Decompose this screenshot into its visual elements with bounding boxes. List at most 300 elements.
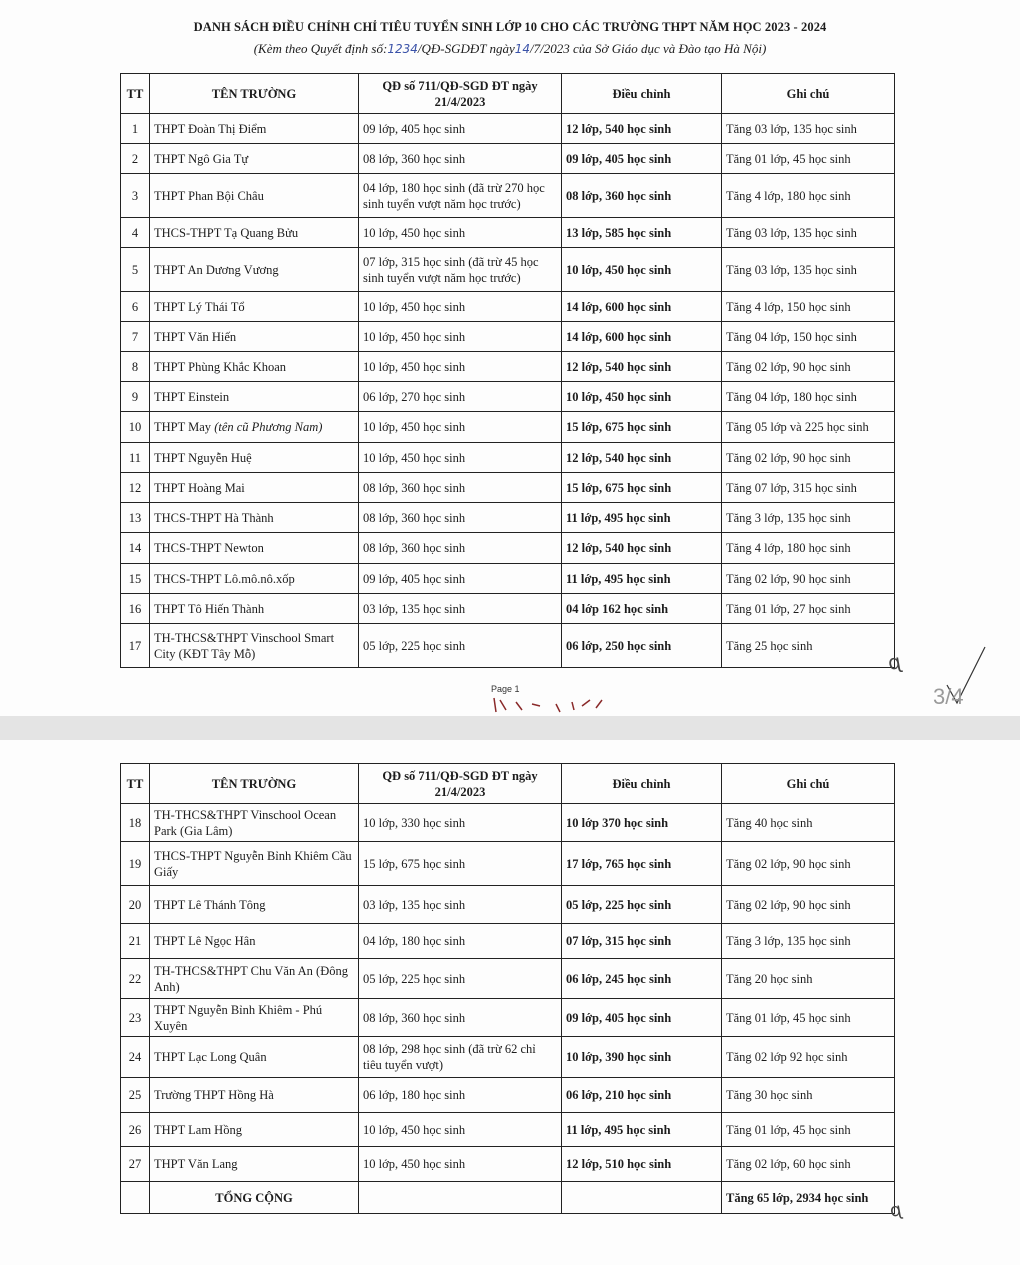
row-school bbox=[150, 174, 359, 218]
row-adjustment-text: 08 lớp, 360 học sinh bbox=[566, 188, 672, 203]
row-decision-text: 04 lớp, 180 học sinh (đã trừ 270 học sinh tuyển vượt năm học trước) bbox=[363, 180, 545, 211]
row-tt-text: 15 bbox=[128, 571, 142, 586]
row-adjustment-text: 10 lớp, 390 học sinh bbox=[566, 1050, 672, 1064]
row-school bbox=[150, 1037, 359, 1078]
row-school-text: TH-THCS&THPT Chu Văn An (Đông Anh) bbox=[154, 963, 348, 994]
row-decision-text: 10 lớp, 450 học sinh bbox=[363, 450, 466, 465]
row-adjustment-text: 17 lớp, 765 học sinh bbox=[566, 856, 672, 871]
row-tt-text: 7 bbox=[131, 329, 139, 344]
table-row bbox=[121, 174, 895, 218]
row-decision-text: 10 lớp, 330 học sinh bbox=[363, 815, 466, 830]
row-note-text: Tăng 3 lớp, 135 học sinh bbox=[726, 934, 851, 948]
table-row bbox=[121, 473, 895, 503]
row-school bbox=[150, 144, 359, 174]
row-tt bbox=[121, 1078, 150, 1113]
row-note bbox=[722, 473, 895, 503]
row-decision bbox=[359, 1037, 562, 1078]
row-tt-text: 6 bbox=[131, 299, 139, 314]
row-decision bbox=[359, 174, 562, 218]
row-school bbox=[150, 114, 359, 144]
row-school bbox=[150, 412, 359, 443]
row-school bbox=[150, 804, 359, 842]
row-decision-text: 10 lớp, 450 học sinh bbox=[363, 420, 466, 434]
row-decision-text: 07 lớp, 315 học sinh (đã trừ 45 học sinh tuyển vượt năm học trước) bbox=[363, 254, 539, 285]
table-row bbox=[121, 412, 895, 443]
row-decision-text: 10 lớp, 450 học sinh bbox=[363, 1122, 466, 1137]
table-row bbox=[121, 1078, 895, 1113]
row-tt bbox=[121, 144, 150, 174]
row-school-text: THPT Phan Bội Châu bbox=[154, 188, 264, 203]
row-tt bbox=[121, 564, 150, 594]
row-school-text: THPT Hoàng Mai bbox=[154, 480, 245, 495]
row-decision-text: 05 lớp, 225 học sinh bbox=[363, 971, 466, 986]
document-subtitle bbox=[0, 41, 1020, 57]
stamp-fragment-icon bbox=[492, 696, 612, 714]
row-tt bbox=[121, 999, 150, 1037]
row-school bbox=[150, 842, 359, 886]
row-decision bbox=[359, 804, 562, 842]
document-page-2 bbox=[0, 740, 1020, 1265]
row-tt bbox=[121, 1147, 150, 1182]
table-row bbox=[121, 564, 895, 594]
row-tt-text: 27 bbox=[128, 1157, 142, 1171]
row-adjustment bbox=[562, 322, 722, 352]
row-decision-text: 10 lớp, 450 học sinh bbox=[363, 329, 466, 344]
row-note bbox=[722, 999, 895, 1037]
row-adjustment-text: 14 lớp, 600 học sinh bbox=[566, 299, 672, 314]
table-row bbox=[121, 959, 895, 999]
row-adjustment bbox=[562, 114, 722, 144]
row-adjustment bbox=[562, 842, 722, 886]
row-tt bbox=[121, 292, 150, 322]
row-decision-text: 08 lớp, 360 học sinh bbox=[363, 510, 466, 525]
row-adjustment bbox=[562, 533, 722, 564]
row-school-text: THPT Lạc Long Quân bbox=[154, 1050, 267, 1064]
row-school-text: THPT Văn Hiến bbox=[154, 329, 237, 344]
row-note-text: Tăng 05 lớp và 225 học sinh bbox=[726, 420, 869, 434]
row-adjustment bbox=[562, 1037, 722, 1078]
row-tt bbox=[121, 924, 150, 959]
row-note bbox=[722, 174, 895, 218]
row-note-text: Tăng 01 lớp, 45 học sinh bbox=[726, 1122, 851, 1137]
row-note bbox=[722, 594, 895, 624]
row-note bbox=[722, 924, 895, 959]
row-adjustment bbox=[562, 412, 722, 443]
row-decision-text: 10 lớp, 450 học sinh bbox=[363, 225, 466, 240]
row-note-text: Tăng 03 lớp, 135 học sinh bbox=[726, 225, 857, 240]
total-note: Tăng 65 lớp, 2934 học sinh bbox=[722, 1182, 895, 1214]
row-school-text: Trường THPT Hồng Hà bbox=[154, 1088, 274, 1102]
row-decision-text: 08 lớp, 360 học sinh bbox=[363, 151, 466, 166]
table-row bbox=[121, 594, 895, 624]
row-note-text: Tăng 04 lớp, 150 học sinh bbox=[726, 329, 857, 344]
row-note bbox=[722, 503, 895, 533]
row-decision bbox=[359, 382, 562, 412]
row-note bbox=[722, 564, 895, 594]
row-tt bbox=[121, 1037, 150, 1078]
row-note-text: Tăng 02 lớp, 90 học sinh bbox=[726, 897, 851, 912]
row-decision-text: 15 lớp, 675 học sinh bbox=[363, 856, 466, 871]
table-row bbox=[121, 144, 895, 174]
row-decision-text: 09 lớp, 405 học sinh bbox=[363, 571, 466, 586]
row-decision-text: 03 lớp, 135 học sinh bbox=[363, 897, 466, 912]
row-tt bbox=[121, 1113, 150, 1147]
row-tt bbox=[121, 322, 150, 352]
row-tt bbox=[121, 594, 150, 624]
row-note-text: Tăng 01 lớp, 45 học sinh bbox=[726, 151, 851, 166]
row-note bbox=[722, 248, 895, 292]
row-decision-text: 10 lớp, 450 học sinh bbox=[363, 359, 466, 374]
row-tt-text: 12 bbox=[128, 480, 142, 495]
row-school bbox=[150, 624, 359, 668]
handwritten-decision-number: 1234 bbox=[387, 42, 418, 56]
row-school-text: THPT Nguyễn Bỉnh Khiêm - Phú Xuyên bbox=[154, 1002, 323, 1033]
row-adjustment-text: 05 lớp, 225 học sinh bbox=[566, 897, 672, 912]
row-adjustment-text: 10 lớp 370 học sinh bbox=[566, 815, 669, 830]
row-decision-text: 09 lớp, 405 học sinh bbox=[363, 121, 466, 136]
row-tt bbox=[121, 174, 150, 218]
row-tt bbox=[121, 804, 150, 842]
subtitle-prefix: (Kèm theo Quyết định số: bbox=[253, 41, 388, 56]
row-school bbox=[150, 533, 359, 564]
row-decision bbox=[359, 533, 562, 564]
enrollment-table-2 bbox=[120, 763, 895, 1214]
row-adjustment-text: 11 lớp, 495 học sinh bbox=[566, 510, 671, 525]
row-tt bbox=[121, 114, 150, 144]
table-row bbox=[121, 624, 895, 668]
row-school bbox=[150, 218, 359, 248]
row-decision bbox=[359, 1147, 562, 1182]
row-note-text: Tăng 02 lớp, 90 học sinh bbox=[726, 571, 851, 586]
row-tt-text: 14 bbox=[128, 541, 142, 555]
row-note-text: Tăng 25 học sinh bbox=[726, 638, 813, 653]
row-note-text: Tăng 07 lớp, 315 học sinh bbox=[726, 480, 857, 495]
row-tt bbox=[121, 473, 150, 503]
row-decision bbox=[359, 114, 562, 144]
row-tt bbox=[121, 503, 150, 533]
table-row bbox=[121, 382, 895, 412]
row-adjustment bbox=[562, 292, 722, 322]
row-decision bbox=[359, 624, 562, 668]
row-decision-text: 08 lớp, 298 học sinh (đã trừ 62 chỉ tiêu tuyển vượt) bbox=[363, 1042, 536, 1072]
row-decision-text: 10 lớp, 450 học sinh bbox=[363, 1157, 466, 1171]
row-tt-text: 1 bbox=[131, 121, 139, 136]
row-tt-text: 2 bbox=[131, 151, 139, 166]
row-school bbox=[150, 924, 359, 959]
row-school-text: THPT Văn Lang bbox=[154, 1157, 238, 1171]
row-school-text: THPT Einstein bbox=[154, 389, 230, 404]
row-adjustment bbox=[562, 624, 722, 668]
row-note bbox=[722, 144, 895, 174]
row-school-text: THCS-THPT Hà Thành bbox=[154, 510, 274, 525]
row-school-text: THPT An Dương Vương bbox=[154, 262, 279, 277]
row-tt bbox=[121, 533, 150, 564]
row-school bbox=[150, 352, 359, 382]
row-note-text: Tăng 01 lớp, 27 học sinh bbox=[726, 601, 851, 616]
row-adjustment bbox=[562, 804, 722, 842]
row-note bbox=[722, 533, 895, 564]
header-note: Ghi chú bbox=[722, 764, 895, 804]
handwritten-decision-day: 14 bbox=[514, 42, 531, 56]
row-school-text: THPT May bbox=[154, 420, 212, 434]
page-label: Page 1 bbox=[491, 684, 520, 694]
header-school: TÊN TRƯỜNG bbox=[150, 764, 359, 804]
row-school bbox=[150, 564, 359, 594]
table-row bbox=[121, 218, 895, 248]
row-note-text: Tăng 04 lớp, 180 học sinh bbox=[726, 389, 857, 404]
row-note bbox=[722, 624, 895, 668]
total-adjustment bbox=[562, 1182, 722, 1214]
row-tt bbox=[121, 886, 150, 924]
row-adjustment bbox=[562, 503, 722, 533]
enrollment-table-1 bbox=[120, 73, 895, 668]
row-adjustment bbox=[562, 443, 722, 473]
row-decision bbox=[359, 352, 562, 382]
table-row bbox=[121, 292, 895, 322]
row-note bbox=[722, 114, 895, 144]
row-adjustment bbox=[562, 218, 722, 248]
row-school bbox=[150, 473, 359, 503]
row-tt-text: 23 bbox=[128, 1010, 142, 1025]
row-tt-text: 20 bbox=[128, 897, 142, 912]
row-school-text: THPT Lê Thánh Tông bbox=[154, 897, 266, 912]
table-header-row bbox=[121, 74, 895, 114]
row-note bbox=[722, 218, 895, 248]
table-row bbox=[121, 886, 895, 924]
total-label: TỔNG CỘNG bbox=[150, 1182, 359, 1214]
row-tt-text: 17 bbox=[128, 638, 142, 653]
row-school bbox=[150, 322, 359, 352]
row-tt-text: 9 bbox=[131, 389, 139, 404]
row-note-text: Tăng 30 học sinh bbox=[726, 1088, 813, 1102]
row-tt bbox=[121, 959, 150, 999]
total-row bbox=[121, 1182, 895, 1214]
row-tt-text: 26 bbox=[128, 1122, 142, 1137]
row-tt-text: 5 bbox=[131, 262, 139, 277]
initial-signature-mark: ɋ bbox=[888, 1199, 904, 1222]
row-tt-text: 10 bbox=[128, 420, 142, 434]
row-decision bbox=[359, 564, 562, 594]
table-row bbox=[121, 248, 895, 292]
table-row bbox=[121, 443, 895, 473]
row-school-text: THPT Ngô Gia Tự bbox=[154, 151, 249, 166]
table-row bbox=[121, 842, 895, 886]
row-school bbox=[150, 1113, 359, 1147]
row-decision bbox=[359, 218, 562, 248]
row-note-text: Tăng 4 lớp, 180 học sinh bbox=[726, 188, 851, 203]
row-decision bbox=[359, 959, 562, 999]
row-adjustment-text: 09 lớp, 405 học sinh bbox=[566, 1010, 672, 1025]
row-note bbox=[722, 1078, 895, 1113]
row-note bbox=[722, 412, 895, 443]
row-decision bbox=[359, 292, 562, 322]
row-note-text: Tăng 02 lớp, 90 học sinh bbox=[726, 856, 851, 871]
row-school-text: TH-THCS&THPT Vinschool Ocean Park (Gia Lâm) bbox=[154, 807, 337, 838]
row-note bbox=[722, 804, 895, 842]
row-adjustment-text: 12 lớp, 540 học sinh bbox=[566, 541, 672, 555]
row-school bbox=[150, 886, 359, 924]
row-note-text: Tăng 02 lớp 92 học sinh bbox=[726, 1050, 848, 1064]
row-tt bbox=[121, 412, 150, 443]
row-decision bbox=[359, 473, 562, 503]
row-adjustment bbox=[562, 959, 722, 999]
row-adjustment bbox=[562, 352, 722, 382]
row-note-text: Tăng 03 lớp, 135 học sinh bbox=[726, 121, 857, 136]
row-adjustment-text: 09 lớp, 405 học sinh bbox=[566, 151, 672, 166]
row-note-text: Tăng 4 lớp, 150 học sinh bbox=[726, 299, 851, 314]
header-tt: TT bbox=[121, 764, 150, 804]
row-tt-text: 24 bbox=[128, 1050, 142, 1064]
row-decision-text: 08 lớp, 360 học sinh bbox=[363, 480, 466, 495]
total-decision bbox=[359, 1182, 562, 1214]
table-row bbox=[121, 1113, 895, 1147]
row-note bbox=[722, 1113, 895, 1147]
header-decision: QĐ số 711/QĐ-SGD ĐT ngày 21/4/2023 bbox=[359, 764, 562, 804]
table-row bbox=[121, 999, 895, 1037]
row-school-text: THPT Nguyễn Huệ bbox=[154, 450, 252, 465]
row-adjustment bbox=[562, 1078, 722, 1113]
row-school-text: THPT Tô Hiến Thành bbox=[154, 601, 265, 616]
row-tt bbox=[121, 624, 150, 668]
row-adjustment-text: 12 lớp, 510 học sinh bbox=[566, 1157, 672, 1171]
row-decision bbox=[359, 412, 562, 443]
row-adjustment-text: 13 lớp, 585 học sinh bbox=[566, 225, 672, 240]
row-adjustment bbox=[562, 924, 722, 959]
initial-signature-mark: ɋ bbox=[886, 649, 903, 675]
row-school-text: THPT Đoàn Thị Điểm bbox=[154, 121, 267, 136]
row-school-text: THCS-THPT Nguyễn Bỉnh Khiêm Cầu Giấy bbox=[154, 848, 352, 879]
row-decision-text: 04 lớp, 180 học sinh bbox=[363, 934, 466, 948]
row-tt-text: 8 bbox=[131, 359, 139, 374]
row-note bbox=[722, 352, 895, 382]
row-decision-text: 03 lớp, 135 học sinh bbox=[363, 601, 466, 616]
row-school bbox=[150, 1078, 359, 1113]
row-decision bbox=[359, 924, 562, 959]
row-adjustment bbox=[562, 382, 722, 412]
row-note-text: Tăng 20 học sinh bbox=[726, 971, 813, 986]
row-decision-text: 06 lớp, 180 học sinh bbox=[363, 1088, 466, 1102]
row-adjustment bbox=[562, 886, 722, 924]
row-adjustment bbox=[562, 594, 722, 624]
row-note-text: Tăng 02 lớp, 90 học sinh bbox=[726, 359, 851, 374]
row-school-text: TH-THCS&THPT Vinschool Smart City (KĐT Tây Mỗ) bbox=[154, 630, 335, 661]
row-decision-text: 08 lớp, 360 học sinh bbox=[363, 1010, 466, 1025]
row-note-text: Tăng 03 lớp, 135 học sinh bbox=[726, 262, 857, 277]
row-school-text: THPT Phùng Khắc Khoan bbox=[154, 359, 287, 374]
table-row bbox=[121, 503, 895, 533]
table-row bbox=[121, 533, 895, 564]
row-adjustment-text: 04 lớp 162 học sinh bbox=[566, 601, 669, 616]
row-tt-text: 19 bbox=[128, 856, 142, 871]
row-decision-text: 06 lớp, 270 học sinh bbox=[363, 389, 466, 404]
row-decision bbox=[359, 842, 562, 886]
row-adjustment-text: 06 lớp, 210 học sinh bbox=[566, 1088, 672, 1102]
row-adjustment bbox=[562, 1113, 722, 1147]
header-adjustment: Điều chỉnh bbox=[562, 764, 722, 804]
row-school-text: THCS-THPT Lô.mô.nô.xốp bbox=[154, 571, 295, 586]
row-adjustment-text: 14 lớp, 600 học sinh bbox=[566, 329, 672, 344]
header-note: Ghi chú bbox=[722, 74, 895, 114]
row-tt-text: 18 bbox=[128, 815, 142, 830]
row-school-text: THCS-THPT Newton bbox=[154, 541, 264, 555]
row-note bbox=[722, 382, 895, 412]
table-row bbox=[121, 114, 895, 144]
row-tt bbox=[121, 443, 150, 473]
row-adjustment-text: 15 lớp, 675 học sinh bbox=[566, 420, 672, 434]
row-school-text: THCS-THPT Tạ Quang Bửu bbox=[154, 225, 299, 240]
row-decision bbox=[359, 248, 562, 292]
row-decision bbox=[359, 503, 562, 533]
row-school-text: THPT Lam Hồng bbox=[154, 1122, 242, 1137]
school-former-name: (tên cũ Phương Nam) bbox=[214, 420, 323, 434]
subtitle-mid: /QĐ-SGDĐT ngày bbox=[417, 41, 515, 56]
row-adjustment bbox=[562, 564, 722, 594]
header-tt: TT bbox=[121, 74, 150, 114]
row-decision bbox=[359, 322, 562, 352]
table-row bbox=[121, 1037, 895, 1078]
table-row bbox=[121, 804, 895, 842]
row-note-text: Tăng 40 học sinh bbox=[726, 815, 813, 830]
row-school bbox=[150, 248, 359, 292]
row-decision-text: 05 lớp, 225 học sinh bbox=[363, 638, 466, 653]
row-school bbox=[150, 959, 359, 999]
row-note-text: Tăng 02 lớp, 60 học sinh bbox=[726, 1157, 851, 1171]
row-decision bbox=[359, 999, 562, 1037]
row-tt-text: 16 bbox=[128, 601, 142, 616]
row-note-text: Tăng 4 lớp, 180 học sinh bbox=[726, 541, 851, 555]
row-school bbox=[150, 382, 359, 412]
row-adjustment-text: 11 lớp, 495 học sinh bbox=[566, 571, 671, 586]
table-row bbox=[121, 352, 895, 382]
row-note-text: Tăng 01 lớp, 45 học sinh bbox=[726, 1010, 851, 1025]
row-note bbox=[722, 322, 895, 352]
table-row bbox=[121, 322, 895, 352]
row-tt-text: 4 bbox=[131, 225, 139, 240]
total-tt bbox=[121, 1182, 150, 1214]
row-decision bbox=[359, 1113, 562, 1147]
row-note bbox=[722, 443, 895, 473]
row-school bbox=[150, 999, 359, 1037]
header-adjustment: Điều chỉnh bbox=[562, 74, 722, 114]
row-adjustment-text: 07 lớp, 315 học sinh bbox=[566, 934, 672, 948]
row-decision bbox=[359, 1078, 562, 1113]
row-note bbox=[722, 886, 895, 924]
row-note bbox=[722, 1037, 895, 1078]
row-adjustment-text: 12 lớp, 540 học sinh bbox=[566, 359, 672, 374]
row-adjustment-text: 06 lớp, 245 học sinh bbox=[566, 971, 672, 986]
row-note bbox=[722, 292, 895, 322]
header-school: TÊN TRƯỜNG bbox=[150, 74, 359, 114]
row-adjustment bbox=[562, 248, 722, 292]
row-school-text: THPT Lý Thái Tổ bbox=[154, 299, 245, 314]
row-note bbox=[722, 959, 895, 999]
row-adjustment bbox=[562, 174, 722, 218]
table-header-row bbox=[121, 764, 895, 804]
row-adjustment-text: 11 lớp, 495 học sinh bbox=[566, 1122, 671, 1137]
row-school bbox=[150, 292, 359, 322]
row-tt bbox=[121, 352, 150, 382]
row-school-text: THPT Lê Ngọc Hân bbox=[154, 934, 256, 948]
row-note bbox=[722, 1147, 895, 1182]
row-tt bbox=[121, 842, 150, 886]
row-note bbox=[722, 842, 895, 886]
table-row bbox=[121, 1147, 895, 1182]
row-decision bbox=[359, 594, 562, 624]
page-count: 3/4 bbox=[933, 684, 964, 709]
row-school bbox=[150, 503, 359, 533]
row-tt-text: 25 bbox=[128, 1088, 142, 1102]
row-adjustment-text: 15 lớp, 675 học sinh bbox=[566, 480, 672, 495]
